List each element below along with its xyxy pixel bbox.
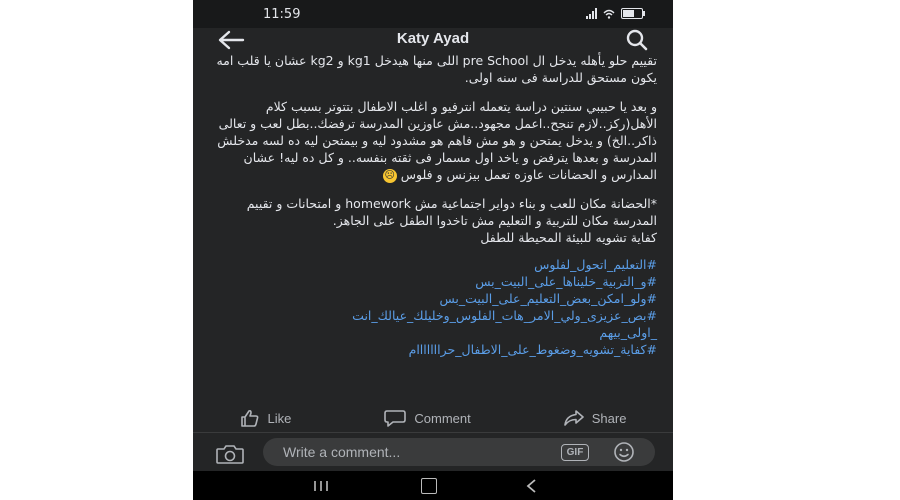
phone-screen: [193, 0, 673, 500]
recent-apps-icon[interactable]: [313, 479, 329, 493]
status-time: 11:59: [263, 7, 301, 22]
post-note-1: *الحضانة مكان للعب و بناء دواير اجتماعية مش homework و امتحانات و تقييم: [246, 196, 657, 211]
status-icons: [586, 8, 645, 19]
status-bar: [193, 0, 673, 28]
hashtag-link[interactable]: #التعليم_اتحول_لفلوس: [534, 257, 657, 272]
post-body: [209, 52, 657, 404]
confused-face-icon: ☹: [384, 169, 395, 181]
comment-bar: [193, 433, 673, 471]
battery-icon: [621, 8, 645, 19]
post-paragraph-1: تقييم حلو يأهله يدخل ال pre School اللى منها هيدخل kg1 و kg2 عشان يا قلب امه يكون مستحق للدراسة فى سنه اولى.: [216, 53, 657, 85]
post-notes: [209, 195, 657, 246]
emoji-icon[interactable]: [613, 441, 635, 463]
comment-placeholder: Write a comment...: [283, 444, 401, 460]
comment-button[interactable]: [384, 409, 470, 427]
gif-icon[interactable]: GIF: [561, 444, 589, 461]
nav-back-icon[interactable]: [525, 478, 537, 494]
post-paragraph-2: [209, 98, 657, 183]
hashtag-list: [209, 256, 657, 358]
signal-icon: [586, 8, 597, 19]
share-label: Share: [591, 410, 627, 426]
speech-bubble-icon: [384, 409, 406, 427]
comment-input[interactable]: [263, 438, 655, 466]
post-note-3: كفاية تشويه للبيئة المحيطة للطفل: [480, 230, 657, 245]
like-label: Like: [267, 410, 292, 426]
share-button[interactable]: [564, 409, 627, 427]
thumbs-up-icon: [240, 409, 260, 427]
comment-label: Comment: [414, 410, 471, 426]
search-icon[interactable]: [625, 29, 649, 51]
header-bar: [193, 28, 673, 52]
page-title: Katy Ayad: [396, 30, 470, 47]
like-button[interactable]: [240, 409, 292, 427]
hashtag-link[interactable]: #و_التربية_خليناها_على_البيت_بس: [475, 274, 657, 289]
wifi-icon: [603, 9, 615, 19]
share-arrow-icon: [564, 409, 584, 427]
post-note-2: المدرسة مكان للتربية و التعليم مش تاخدوا الطفل على الجاهز.: [332, 213, 657, 228]
camera-icon[interactable]: [215, 443, 245, 465]
home-icon[interactable]: [421, 478, 437, 494]
hashtag-link[interactable]: #بص_عزيزى_ولي_الامر_هات_الفلوس_وخليلك_عيالك_انت: [352, 308, 657, 323]
hashtag-link[interactable]: #كفاية_تشويه_وضغوط_على_الاطفال_حرااااااام: [408, 342, 657, 357]
post-paragraph-2-text: و بعد يا حبيبي سنتين دراسة يتعمله انترفيو و اغلب الاطفال بتتوتر بسبب كلام الأهل(ركز..لازم تنجح..اعمل مجهود..مش عاوزين المدرسة ترفضك..بطل لعب و تعالى ذاكر..الخ) و يدخل يمتحن و هو مش فاهم هو مشدود ليه و بيمتحن ليه ده لسه مدخلش المدرسة و بعدها يترفض و ياخد اول مسمار فى ثقته بنفسه.. و كل ده ليه! عشان المدارس و الحضانات عاوزه تعمل بيزنس و فلوس: [217, 99, 657, 182]
system-nav-bar: [193, 471, 673, 500]
hashtag-link[interactable]: #ولو_امكن_بعض_التعليم_على_البيت_بس: [439, 291, 657, 306]
hashtag-link-continued[interactable]: _اولى_بيهم: [599, 325, 657, 340]
post-actions: [193, 404, 673, 433]
